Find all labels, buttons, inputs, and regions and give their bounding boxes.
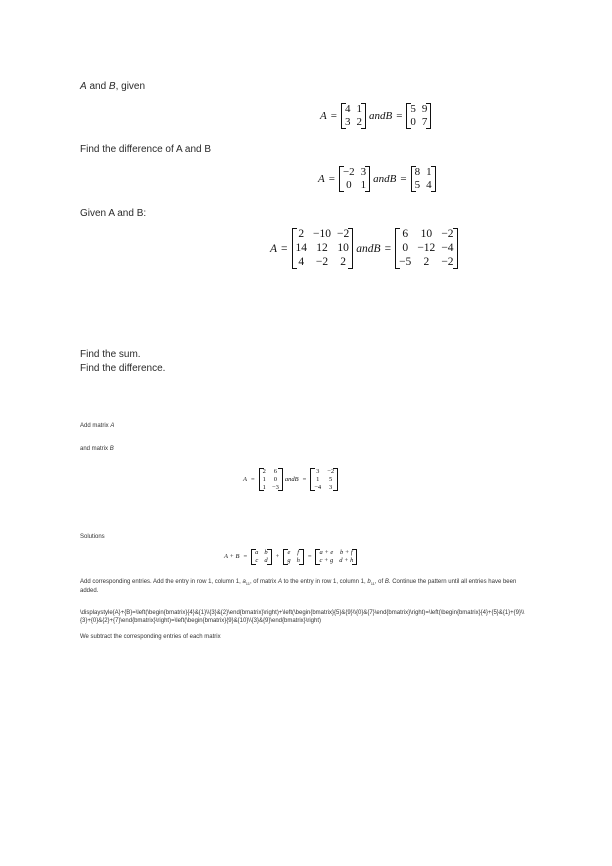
matrix-cell: −5 — [399, 255, 412, 268]
matrix-cell: −2 — [342, 166, 355, 178]
matrix-row — [341, 116, 366, 129]
matrix-cell: 0 — [273, 475, 277, 483]
matrix-row — [251, 557, 272, 565]
matrix-row — [411, 166, 436, 179]
matrix-cell: 12 — [316, 241, 328, 254]
matrix-row — [395, 242, 458, 256]
matrix-cell: 2 — [423, 255, 430, 268]
matrix-cell: e — [287, 549, 291, 556]
matrix-cell: g — [287, 556, 291, 564]
matrix-cell: 3 — [360, 166, 367, 178]
matrix-a-3 — [292, 228, 354, 269]
matrix-row — [259, 484, 283, 492]
matrix-cell: 1 — [360, 179, 367, 192]
matrix-cell: 0 — [410, 116, 416, 129]
matrix-cell: b — [264, 549, 268, 556]
matrix-generic-2 — [283, 549, 304, 565]
matrix-cell: 1 — [356, 103, 362, 115]
matrix-row — [341, 103, 366, 116]
matrix-generic-1 — [251, 549, 272, 565]
matrix-cell: 0 — [346, 179, 352, 192]
matrix-cell: −4 — [441, 241, 454, 254]
matrix-cell: −2 — [315, 255, 329, 268]
matrix-cell: c — [255, 556, 259, 564]
matrix-cell: 10 — [337, 241, 349, 254]
matrix-cell: 3 — [328, 483, 333, 491]
matrix-cell: 2 — [340, 255, 347, 268]
matrix-cell: 4 — [426, 179, 432, 192]
matrix-cell: 14 — [295, 241, 308, 254]
heading-find-difference: Find the difference of A and B — [80, 144, 212, 155]
matrix-cell: 5 — [414, 179, 421, 192]
matrix-row — [395, 256, 458, 270]
instruction-find-difference: Find the difference. — [80, 363, 166, 374]
matrix-cell: 8 — [414, 166, 421, 178]
matrix-cell: b + f — [339, 549, 353, 556]
matrix-cell: 5 — [410, 103, 416, 115]
matrix-row — [315, 549, 357, 557]
matrix-a-1 — [341, 103, 366, 129]
matrix-cell: 5 — [328, 475, 333, 483]
formula-a-plus-b: A + B = a b c d + e f g h = a + e b + f c + g d + h — [224, 549, 357, 565]
matrix-row — [283, 549, 304, 557]
matrix-cell: 2 — [262, 468, 266, 475]
text-add-matrix-a: Add matrix A — [80, 423, 115, 429]
heading-solutions: Solutions — [80, 534, 105, 540]
text-subtract-entries: We subtract the corresponding entries of each matrix — [80, 634, 221, 640]
matrix-cell: d + h — [339, 556, 354, 564]
matrix-cell: 1 — [262, 483, 266, 491]
matrix-equation-1: A = 4 1 3 2 and B = 5 9 0 7 — [320, 103, 431, 129]
matrix-b-1 — [406, 103, 431, 129]
matrix-a-2 — [339, 166, 370, 192]
matrix-equation-4: A = 2 6 1 0 1 −3 and B = 3 −2 1 5 −4 3 — [243, 468, 338, 491]
matrix-a-4 — [259, 468, 283, 491]
matrix-row — [292, 256, 354, 270]
matrix-cell: −12 — [417, 241, 436, 254]
matrix-cell: 1 — [426, 166, 432, 178]
matrix-equation-2: A = −2 3 0 1 and B = 8 1 5 4 — [318, 166, 436, 192]
text-and-matrix-b: and matrix B — [80, 446, 114, 452]
matrix-cell: 4 — [344, 103, 351, 115]
heading-given-a-and-b: Given A and B: — [80, 208, 147, 219]
matrix-b-2 — [411, 166, 436, 192]
matrix-cell: 2 — [298, 228, 305, 240]
matrix-row — [339, 166, 370, 179]
matrix-row — [310, 468, 338, 476]
matrix-cell: −3 — [271, 483, 279, 491]
matrix-cell: −2 — [441, 228, 454, 240]
matrix-b-4 — [310, 468, 338, 491]
matrix-row — [310, 484, 338, 492]
matrix-cell: 10 — [420, 228, 433, 240]
matrix-cell: 6 — [402, 228, 409, 240]
matrix-row — [406, 103, 431, 116]
matrix-cell: f — [297, 549, 300, 556]
matrix-cell: 3 — [344, 116, 351, 129]
matrix-cell: 6 — [273, 468, 277, 475]
matrix-cell: c + g — [319, 556, 334, 564]
matrix-row — [406, 116, 431, 129]
matrix-row — [395, 228, 458, 242]
heading-given-a-b: A and B, given — [80, 81, 146, 92]
instruction-find-sum: Find the sum. — [80, 349, 141, 360]
matrix-cell: −10 — [313, 228, 332, 240]
matrix-generic-sum — [315, 549, 357, 565]
matrix-cell: −2 — [441, 255, 454, 268]
matrix-cell: −2 — [327, 468, 335, 475]
matrix-row — [292, 228, 354, 242]
matrix-cell: d — [264, 556, 268, 564]
paragraph-add-entries: Add corresponding entries. Add the entry in row 1, column 1, $a_{11}$, of matrix A to the entry in row 1, column 1, $b_{11}$, of B. Continue the pattern until all entries have been added. — [80, 579, 517, 594]
matrix-cell: 3 — [316, 468, 320, 475]
matrix-cell: 1 — [262, 475, 266, 483]
matrix-row — [251, 549, 272, 557]
raw-latex-expression: \displaystyle{A}+{B}=\left(\begin{bmatrix}{4}&{1}\\{3}&{2}\end{bmatrix}\right)+\left(\begin{bmatrix}{5}&{9}\\{0}&{7}\end{bmatrix}\right)=\left(\begin{bmatrix}{4}+{5}&{1}+{9}\\{3}+{0}&{2}+{7}\end{bmatrix}\right)=\left(\begin{bmatrix}{9}&{10}\\{3}&{9}\end{bmatrix}\right) — [80, 610, 525, 625]
matrix-row — [292, 242, 354, 256]
matrix-row — [411, 179, 436, 192]
matrix-row — [315, 557, 357, 565]
matrix-row — [339, 179, 370, 192]
matrix-row — [259, 476, 283, 484]
matrix-row — [283, 557, 304, 565]
matrix-equation-3: A = 2 −10 −2 14 12 10 4 −2 2 and B = 6 10 −2 0 −12 −4 −5 2 −2 — [270, 228, 458, 269]
matrix-row — [310, 476, 338, 484]
matrix-cell: 0 — [402, 241, 409, 254]
matrix-row — [259, 468, 283, 476]
matrix-cell: 9 — [421, 103, 428, 115]
matrix-cell: −4 — [314, 483, 322, 491]
matrix-cell: 1 — [316, 475, 320, 483]
matrix-cell: 4 — [298, 255, 305, 268]
matrix-cell: h — [296, 556, 300, 564]
matrix-cell: a + e — [319, 549, 334, 556]
matrix-cell: 7 — [421, 116, 428, 129]
matrix-b-3 — [395, 228, 458, 269]
matrix-cell: −2 — [337, 228, 350, 240]
matrix-cell: 2 — [356, 116, 362, 129]
matrix-cell: a — [255, 549, 259, 556]
